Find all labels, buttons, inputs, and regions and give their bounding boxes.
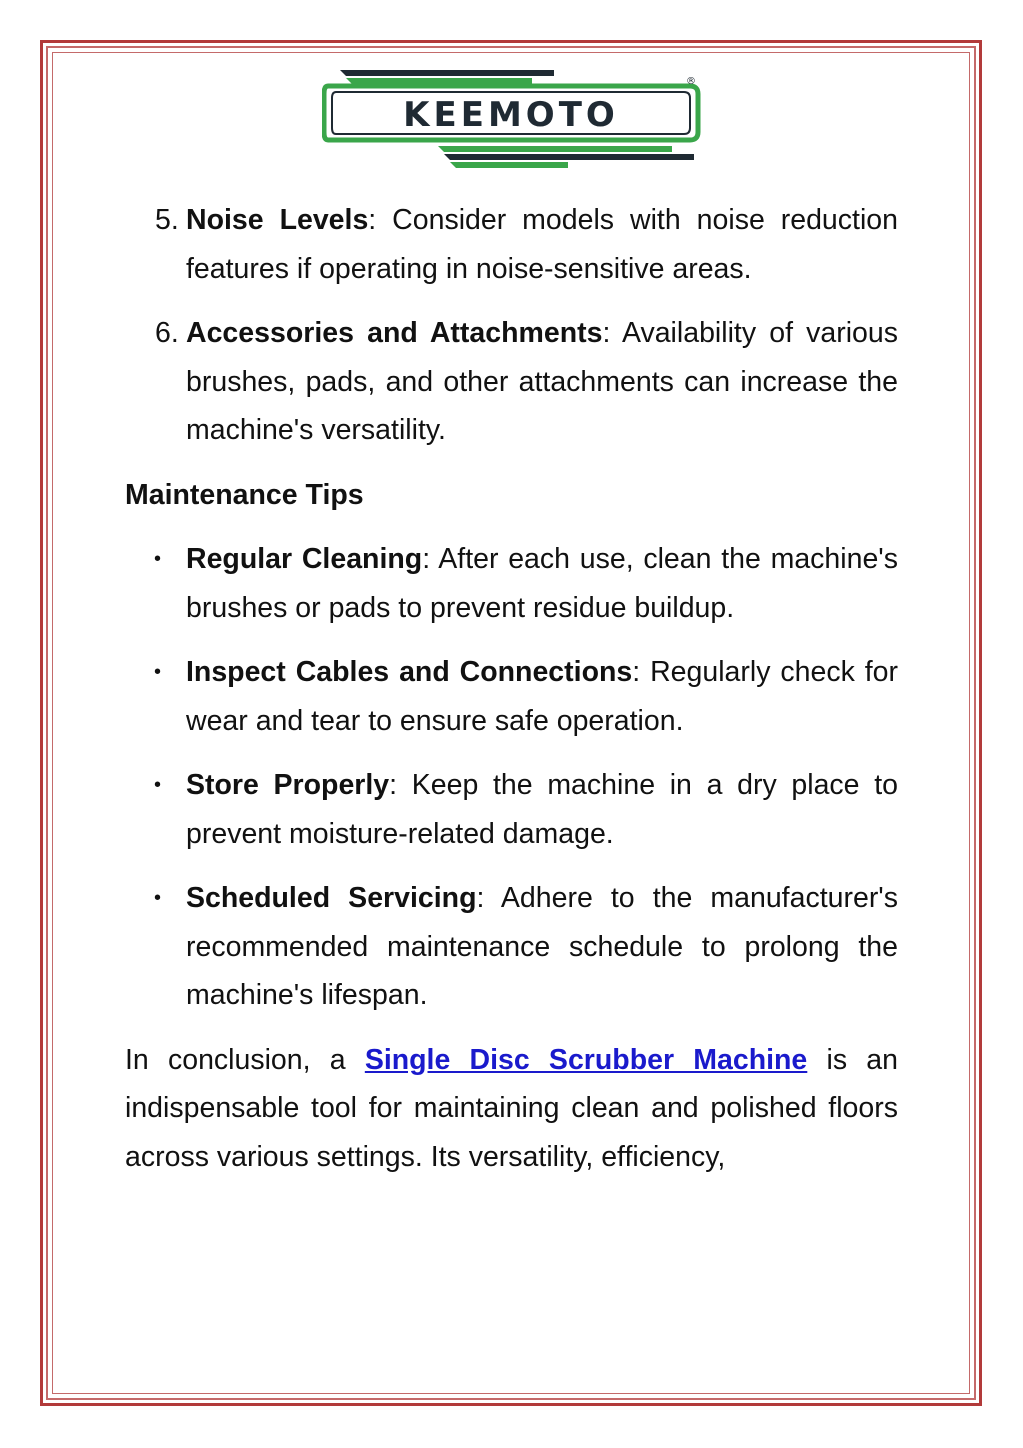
list-term: Accessories and Attachments: [186, 317, 603, 349]
registered-mark: ®: [686, 76, 696, 87]
bullet-item-inspect-cables: [125, 648, 898, 745]
list-text: : Consider models with noise reduction features if operating in noise-sensitive areas.: [186, 204, 898, 285]
bullet-icon: •: [154, 887, 162, 909]
bullet-text: : After each use, clean the machine's brushes or pads to prevent residue buildup.: [186, 543, 898, 624]
document-body: [125, 196, 898, 1181]
list-item-accessories: [125, 309, 898, 455]
bullet-text: : Adhere to the manufacturer's recommended maintenance schedule to prolong the machine's lifespan.: [186, 882, 898, 1011]
single-disc-scrubber-link[interactable]: Single Disc Scrubber Machine: [364, 1043, 808, 1076]
bullet-text: : Regularly check for wear and tear to ensure safe operation.: [186, 656, 898, 737]
section-heading: Maintenance Tips: [125, 478, 364, 511]
bullet-term: Store Properly: [186, 769, 390, 801]
conclusion-lead: In conclusion, a: [125, 1043, 365, 1076]
list-number: 5.: [155, 204, 179, 236]
bullet-icon: •: [154, 774, 162, 796]
list-number: 6.: [155, 317, 179, 349]
logo-wordmark: KEEMOTO: [403, 95, 619, 135]
list-term: Noise Levels: [186, 204, 369, 236]
bullet-item-store-properly: [125, 761, 898, 858]
bullet-term: Regular Cleaning: [186, 543, 423, 575]
bullet-item-regular-cleaning: [125, 535, 898, 632]
conclusion-rest: is an indispensable tool for maintaining clean and polished floors across various settings. Its versatility, efficiency,: [125, 1043, 898, 1173]
bullet-term: Scheduled Servicing: [186, 882, 477, 914]
list-text: : Availability of various brushes, pads, and other attachments can increase the machine's versatility.: [186, 317, 898, 446]
list-item-noise-levels: [125, 196, 898, 293]
bullet-item-scheduled-servicing: [125, 874, 898, 1020]
keemoto-logo: [322, 62, 704, 174]
bullet-term: Inspect Cables and Connections: [186, 656, 633, 688]
bullet-icon: •: [154, 548, 162, 570]
bullet-text: : Keep the machine in a dry place to prevent moisture-related damage.: [186, 769, 898, 850]
bullet-icon: •: [154, 661, 162, 683]
conclusion-paragraph: [125, 1036, 898, 1182]
